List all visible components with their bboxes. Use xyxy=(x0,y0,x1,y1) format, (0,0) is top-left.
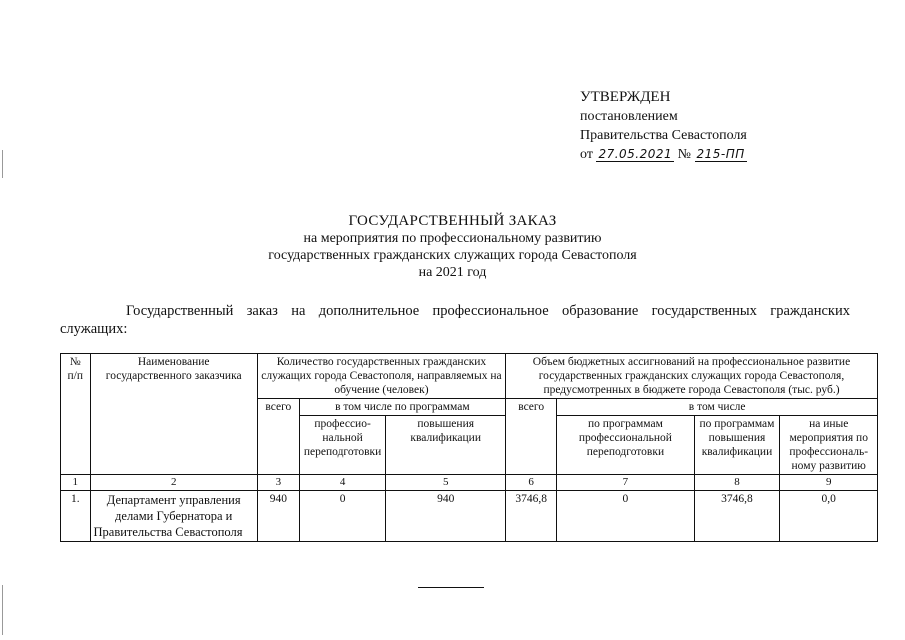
row-customer-name: Департамент управления делами Губернатора и Правительства Севастополя xyxy=(90,491,257,542)
header-name: Наименование государственного заказчика xyxy=(90,354,257,475)
index-cell: 6 xyxy=(505,475,556,491)
header-by-qualification: по программам повышения квалификации xyxy=(694,416,780,475)
index-row xyxy=(61,475,878,491)
order-table xyxy=(60,353,878,542)
approval-number: 215-ПП xyxy=(696,147,745,161)
row-budget-qualification: 3746,8 xyxy=(694,491,780,542)
header-retraining: профессио-нальной переподготовки xyxy=(299,416,386,475)
document-title xyxy=(0,213,905,281)
header-incl: в том числе xyxy=(557,399,878,416)
scan-margin-mark xyxy=(2,150,3,178)
title-line-2: государственных гражданских служащих города Севастополя xyxy=(268,248,637,263)
header-qualification: повышения квалификации xyxy=(386,416,506,475)
title-line-3: на 2021 год xyxy=(418,265,487,280)
approval-line-2: Правительства Севастополя xyxy=(580,128,747,143)
index-cell: 5 xyxy=(386,475,506,491)
index-cell: 7 xyxy=(557,475,694,491)
index-cell: 8 xyxy=(694,475,780,491)
row-retraining: 0 xyxy=(299,491,386,542)
number-sign: № xyxy=(677,147,692,162)
approval-stamp xyxy=(580,88,747,164)
row-total: 940 xyxy=(257,491,299,542)
header-num: № п/п xyxy=(61,354,91,475)
approval-line-1: постановлением xyxy=(580,109,678,124)
header-other: на иные мероприятия по профессиональ-ному развитию xyxy=(780,416,878,475)
intro-paragraph: Государственный заказ на дополнительное профессиональное образование государственных гражданских служащих: xyxy=(60,303,850,337)
approval-date: 27.05.2021 xyxy=(598,147,673,161)
footer-separator xyxy=(418,587,484,588)
table-row xyxy=(61,491,878,542)
title-main: ГОСУДАРСТВЕННЫЙ ЗАКАЗ xyxy=(348,213,557,229)
header-budget-group: Объем бюджетных ассигнований на профессиональное развитие государственных гражданских служащих города Севастополя, предусмотренных в бюджете города Севастополя (тыс. руб.) xyxy=(505,354,877,399)
row-budget-retraining: 0 xyxy=(557,491,694,542)
header-total: всего xyxy=(257,399,299,475)
scan-margin-mark xyxy=(2,585,3,635)
header-by-retraining: по программам профессиональной переподготовки xyxy=(557,416,694,475)
title-line-1: на мероприятия по профессиональному развитию xyxy=(303,231,602,246)
header-total-2: всего xyxy=(505,399,556,475)
row-budget-other: 0,0 xyxy=(780,491,878,542)
date-prefix: от xyxy=(580,147,593,162)
approval-heading: УТВЕРЖДЕН xyxy=(580,89,671,105)
index-cell: 9 xyxy=(780,475,878,491)
header-count-group: Количество государственных гражданских служащих города Севастополя, направляемых на обучение (человек) xyxy=(257,354,505,399)
index-cell: 2 xyxy=(90,475,257,491)
approval-date-line xyxy=(580,145,747,164)
index-cell: 4 xyxy=(299,475,386,491)
header-row-1 xyxy=(61,354,878,399)
row-qualification: 940 xyxy=(386,491,506,542)
row-budget-total: 3746,8 xyxy=(505,491,556,542)
header-incl-programs: в том числе по программам xyxy=(299,399,505,416)
index-cell: 3 xyxy=(257,475,299,491)
row-num: 1. xyxy=(61,491,91,542)
index-cell: 1 xyxy=(61,475,91,491)
